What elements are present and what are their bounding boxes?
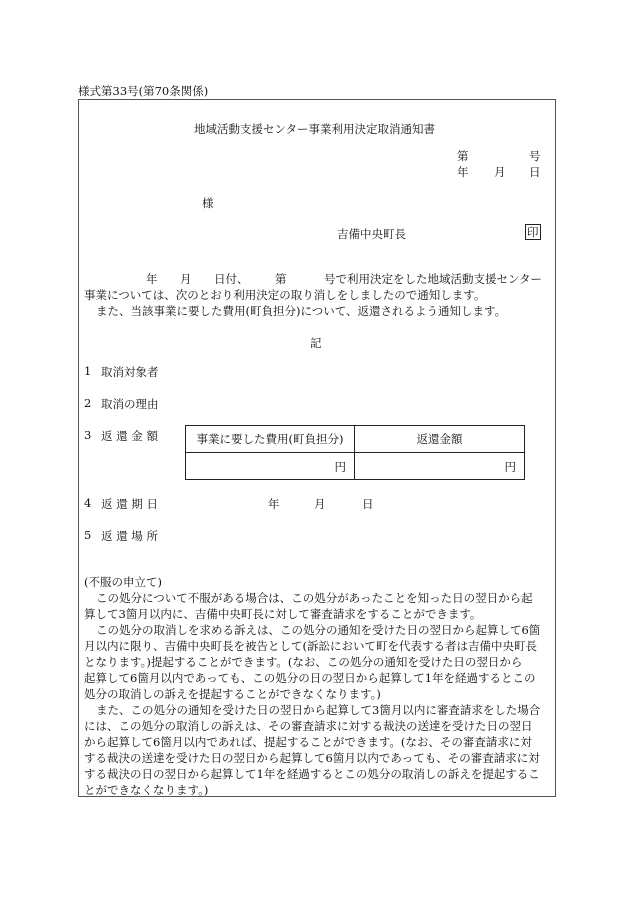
date-tsuki: 月 [494, 165, 506, 179]
body-line1-tsuki: 月 [180, 272, 192, 286]
item-4-hi: 日 [362, 497, 374, 511]
refund-table-unit-right: 円 [504, 459, 516, 474]
appeal-p1-line2: 算して3箇月以内に、吉備中央町長に対して審査請求をすることができます。 [84, 607, 482, 621]
number-go: 号 [529, 149, 541, 163]
item-3-num: 3 [84, 428, 92, 442]
item-2-label: 取消の理由 [101, 397, 159, 411]
appeal-p1-line1: この処分について不服がある場合は、この処分があったことを知った日の翌日から起 [96, 591, 533, 605]
body-line1-dai: 第 [275, 272, 287, 286]
appeal-p2-line2: 月以内に限り、吉備中央町長を被告として(訴訟において町を代表する者は吉備中央町長 [84, 639, 537, 653]
body-line1-text: 号で利用決定をした地域活動支援センター [324, 272, 543, 286]
item-4-nen: 年 [268, 497, 280, 511]
refund-table-header-row [186, 426, 524, 453]
ki-heading: 記 [310, 336, 322, 350]
item-5-label: 返 還 場 所 [101, 529, 158, 543]
form-label: 様式第33号(第70条関係) [78, 84, 209, 98]
refund-table-header-left: 事業に要した費用(町負担分) [186, 426, 355, 452]
item-4-tsuki: 月 [314, 497, 326, 511]
addressee-sama: 様 [202, 196, 214, 210]
appeal-p2-line3: となります。)提起することができます。(なお、この処分の通知を受けた日の翌日から [84, 655, 523, 669]
seal-stamp [525, 224, 541, 240]
appeal-p3-line1: また、この処分の通知を受けた日の翌日から起算して3箇月以内に審査請求をした場合 [96, 703, 541, 717]
date-hi: 日 [529, 165, 541, 179]
body-line3: また、当該事業に要した費用(町負担分)について、返還されるよう通知します。 [96, 304, 507, 318]
document-title: 地域活動支援センター事業利用決定取消通知書 [194, 122, 436, 136]
appeal-heading: (不服の申立て) [84, 575, 162, 589]
appeal-p3-line2: には、この処分の取消しの訴えは、その審査請求に対する裁決の送達を受けた日の翌日 [84, 719, 533, 733]
appeal-p3-line5: する裁決の日の翌日から起算して1年を経過するとこの処分の取消しの訴えを提起するこ [84, 767, 540, 781]
seal-stamp-label: 印 [527, 225, 539, 239]
item-3-label: 返 還 金 額 [101, 429, 158, 443]
body-line2: 事業については、次のとおり利用決定の取り消しをしましたので通知します。 [84, 288, 486, 302]
number-dai: 第 [457, 149, 469, 163]
body-line1-nen: 年 [146, 272, 158, 286]
item-1-label: 取消対象者 [101, 365, 159, 379]
date-nen: 年 [457, 165, 469, 179]
refund-table-value-row [186, 453, 524, 480]
appeal-p2-line5: 処分の取消しの訴えを提起することができなくなります。) [84, 687, 381, 701]
appeal-p3-line3: から起算して6箇月以内であれば、提起することができます。(なお、その審査請求に対 [84, 735, 532, 749]
refund-table-header-right: 返還金額 [416, 432, 463, 446]
appeal-p3-line4: する裁決の送達を受けた日の翌日から起算して6箇月以内であっても、その審査請求に対 [84, 751, 540, 765]
item-5-num: 5 [84, 528, 92, 542]
item-1-num: 1 [84, 364, 92, 378]
appeal-p2-line1: この処分の取消しを求める訴えは、この処分の通知を受けた日の翌日から起算して6箇 [96, 623, 541, 637]
issuer-name: 吉備中央町長 [337, 227, 406, 241]
appeal-p3-line6: とができなくなります。) [84, 783, 209, 797]
appeal-p2-line4: 起算して6箇月以内であっても、この処分の日の翌日から起算して1年を経過するとこの [84, 671, 536, 685]
item-2-num: 2 [84, 396, 92, 410]
body-line1-hizuke: 日付、 [214, 272, 249, 286]
item-4-num: 4 [84, 496, 92, 510]
refund-table-unit-left: 円 [186, 453, 355, 480]
item-4-label: 返 還 期 日 [101, 497, 158, 511]
refund-table [185, 425, 525, 480]
